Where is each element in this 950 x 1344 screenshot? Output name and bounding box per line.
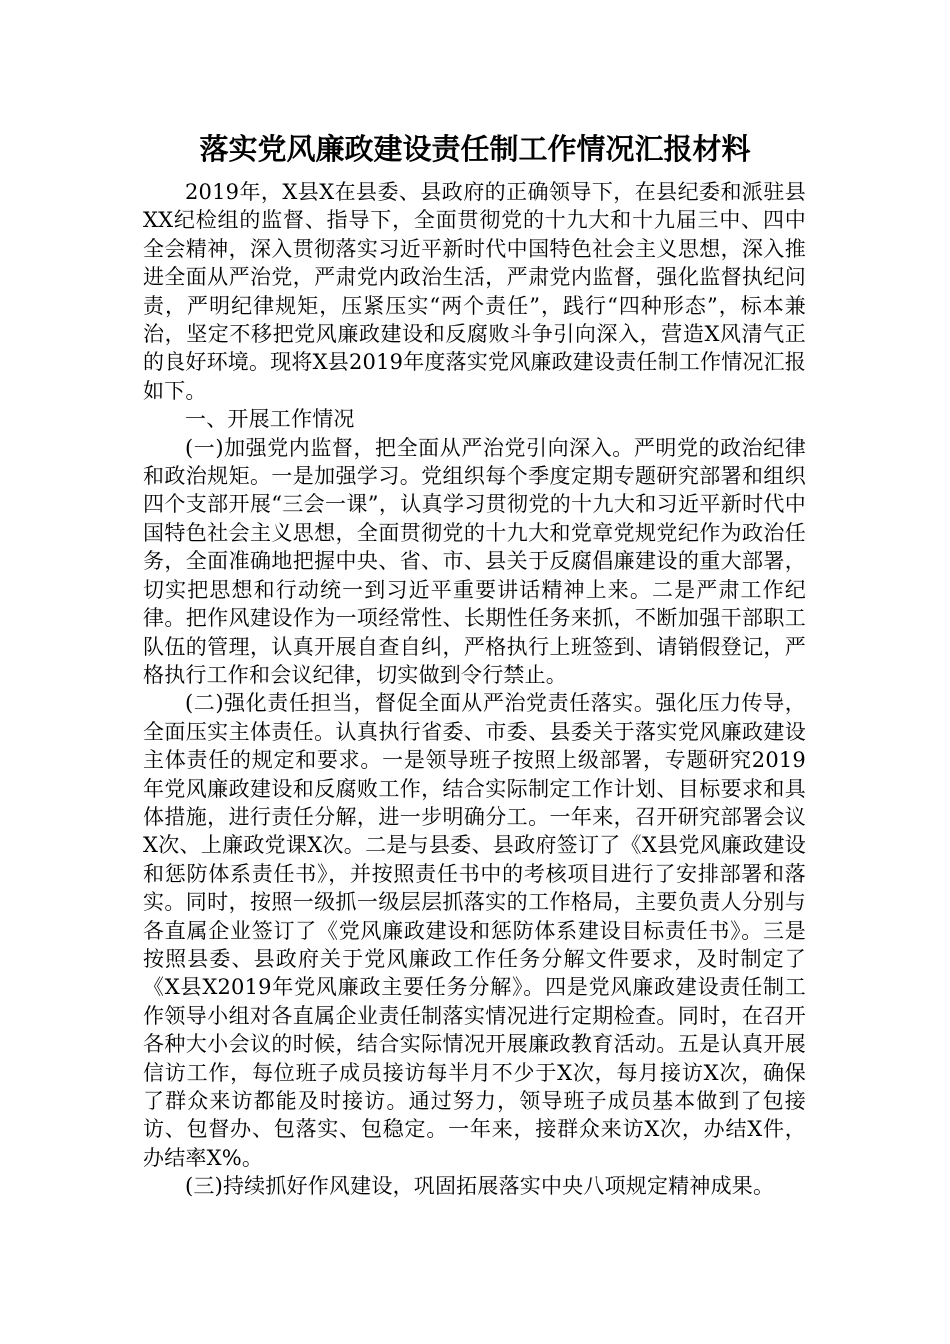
paragraph-work-style: (三)持续抓好作风建设，巩固拓展落实中央八项规定精神成果。 [185, 1174, 775, 1199]
document-body [143, 178, 806, 1201]
section-heading: 一、开展工作情况 [185, 407, 355, 432]
intro-paragraph: 2019年，X县X在县委、县政府的正确领导下，在县纪委和派驻县XX纪检组的监督、指导下，全面贯彻党的十九大和十九届三中、四中全会精神，深入贯彻落实习近平新时代中国特色社会主义思想，深入推进全面从严治党，严肃党内政治生活，严肃党内监督，强化监督执纪问责，严明纪律规矩，压紧压实“两个责任”，践行“四种形态”，标本兼治，坚定不移把党风廉政建设和反腐败斗争引向深入，营造X风清气正的良好环境。现将X县2019年度落实党风廉政建设责任制工作情况汇报如下。 [143, 180, 806, 403]
paragraph-responsibility: (二)强化责任担当，督促全面从严治党责任落实。强化压力传导，全面压实主体责任。认真执行省委、市委、县委关于落实党风廉政建设主体责任的规定和要求。一是领导班子按照上级部署，专题研究2019年党风廉政建设和反腐败工作，结合实际制定工作计划、目标要求和具体措施，进行责任分解，进一步明确分工。一年来，召开研究部署会议X次、上廉政党课X次。二是与县委、县政府签订了《X县党风廉政建设和惩防体系责任书》，并按照责任书中的考核项目进行了安排部署和落实。同时，按照一级抓一级层层抓落实的工作格局，主要负责人分别与各直属企业签订了《党风廉政建设和惩防体系建设目标责任书》。三是按照县委、县政府关于党风廉政工作任务分解文件要求，及时制定了《X县X2019年党风廉政主要任务分解》。四是党风廉政建设责任制工作领导小组对各直属企业责任制落实情况进行定期检查。同时，在召开各种大小会议的时候，结合实际情况开展廉政教育活动。五是认真开展信访工作，每位班子成员接访每半月不少于X次，每月接访X次，确保了群众来访都能及时接访。通过努力，领导班子成员基本做到了包接访、包督办、包落实、包稳定。一年来，接群众来访X次，办结X件，办结率X%。 [143, 691, 806, 1170]
document-title: 落实党风廉政建设责任制工作情况汇报材料 [199, 132, 751, 166]
paragraph-supervision: (一)加强党内监督，把全面从严治党引向深入。严明党的政治纪律和政治规矩。一是加强学习。党组织每个季度定期专题研究部署和组织四个支部开展“三会一课”，认真学习贯彻党的十九大和习近平新时代中国特色社会主义思想，全面贯彻党的十九大和党章党规党纪作为政治任务，全面准确地把握中央、省、市、县关于反腐倡廉建设的重大部署，切实把思想和行动统一到习近平重要讲话精神上来。二是严肃工作纪律。把作风建设作为一项经常性、长期性任务来抓，不断加强干部职工队伍的管理，认真开展自查自纠，严格执行上班签到、请销假登记，严格执行工作和会议纪律，切实做到令行禁止。 [143, 435, 806, 687]
